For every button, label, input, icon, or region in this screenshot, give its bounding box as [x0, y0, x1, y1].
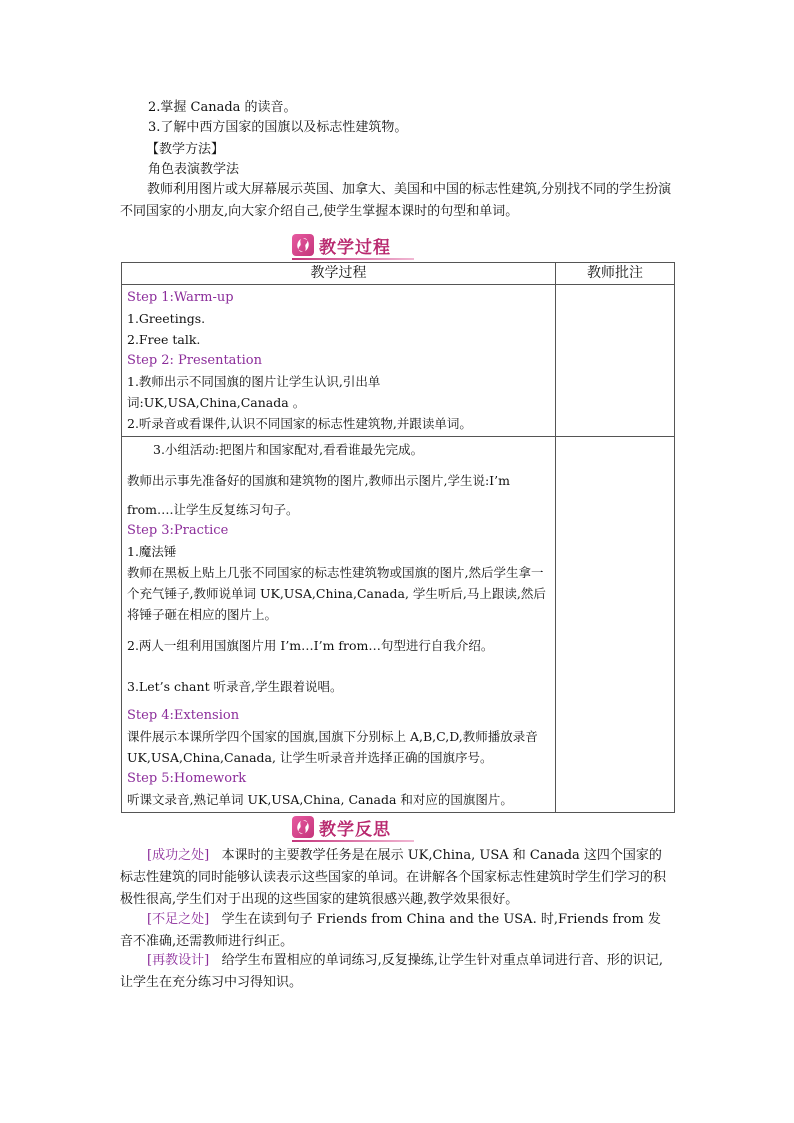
list-item: 词:UK,USA,China,Canada 。: [127, 395, 306, 410]
table-row: [122, 437, 675, 813]
section-title: 教学反思: [319, 819, 391, 840]
list-item: 教师在黑板上贴上几张不同国家的标志性建筑物或国旗的图片,然后学生拿一个充气锤子,教师说单词 UK,USA,China,Canada, 学生听后,马上跟读,然后将锤子砸在相应的图片上。: [127, 565, 546, 622]
reflection-success: [120, 845, 673, 911]
section-logo-icon: [292, 816, 314, 838]
step-3-title: Step 3:Practice: [127, 523, 229, 538]
list-item: 3.Let’s chant 听录音,学生跟着说唱。: [127, 679, 343, 694]
list-item: 教师出示事先准备好的国旗和建筑物的图片,教师出示图片,学生说:I’m: [127, 473, 510, 488]
redesign-label: [再教设计]: [147, 953, 210, 968]
section-heading-process: [292, 232, 391, 258]
step-1-title: Step 1:Warm-up: [127, 290, 234, 305]
header-notes: 教师批注: [556, 263, 675, 285]
table-row: [122, 285, 675, 437]
list-item: 3.小组活动:把图片和国家配对,看看谁最先完成。: [153, 442, 424, 457]
weak-label: [不足之处]: [147, 912, 210, 927]
step-4-title: Step 4:Extension: [127, 708, 240, 723]
teaching-process-table: [121, 262, 675, 813]
success-label: [成功之处]: [147, 848, 210, 863]
notes-cell: [556, 437, 675, 813]
table-header-row: [122, 263, 675, 285]
method-heading: 【教学方法】: [146, 142, 225, 157]
process-cell: [122, 285, 555, 436]
weak-text: 学生在读到句子 Friends from China and the USA. 时,Friends from 发音不准确,还需教师进行纠正。: [120, 912, 661, 949]
heading-underline: [292, 258, 414, 260]
section-logo-icon: [292, 234, 314, 256]
list-item: from….让学生反复练习句子。: [127, 502, 299, 517]
heading-underline: [292, 840, 414, 842]
step-2-title: Step 2: Presentation: [127, 353, 263, 368]
step-5-title: Step 5:Homework: [127, 771, 247, 786]
header-process: 教学过程: [122, 263, 556, 285]
section-heading-reflection: [292, 814, 391, 840]
reflection-redesign: [120, 950, 673, 994]
objective-2: 2.掌握 Canada 的读音。: [148, 100, 297, 115]
reflection-weakness: [120, 909, 673, 953]
section-title: 教学过程: [319, 237, 391, 258]
list-item: 2.Free talk.: [127, 332, 201, 347]
list-item: 1.教师出示不同国旗的图片让学生认识,引出单: [127, 374, 381, 389]
list-item: 1.Greetings.: [127, 311, 206, 326]
list-item: 1.魔法锤: [127, 544, 177, 559]
objective-3: 3.了解中西方国家的国旗以及标志性建筑物。: [148, 120, 408, 135]
process-cell: [122, 437, 555, 812]
success-text: 本课时的主要教学任务是在展示 UK,China, USA 和 Canada 这四个国家的标志性建筑的同时能够认读表示这些国家的单词。在讲解各个国家标志性建筑时学生们学习的积极性很高,学生们对于出现的这些国家的建筑很感兴趣,教学效果很好。: [120, 848, 667, 907]
list-item: 2.两人一组利用国旗图片用 I’m…I’m from…句型进行自我介绍。: [127, 638, 494, 653]
list-item: 课件展示本课所学四个国家的国旗,国旗下分别标上 A,B,C,D,教师播放录音 UK,USA,China,Canada, 让学生听录音并选择正确的国旗序号。: [127, 729, 538, 765]
redesign-text: 给学生布置相应的单词练习,反复操练,让学生针对重点单词进行音、形的识记,让学生在充分练习中习得知识。: [120, 953, 663, 990]
method-description: 教师利用图片或大屏幕展示英国、加拿大、美国和中国的标志性建筑,分别找不同的学生扮演不同国家的小朋友,向大家介绍自己,使学生掌握本课时的句型和单词。: [120, 182, 672, 219]
notes-cell: [556, 285, 675, 437]
list-item: 2.听录音或看课件,认识不同国家的标志性建筑物,并跟读单词。: [127, 416, 472, 431]
list-item: 听课文录音,熟记单词 UK,USA,China, Canada 和对应的国旗图片。: [127, 792, 513, 807]
method-name: 角色表演教学法: [148, 162, 240, 177]
